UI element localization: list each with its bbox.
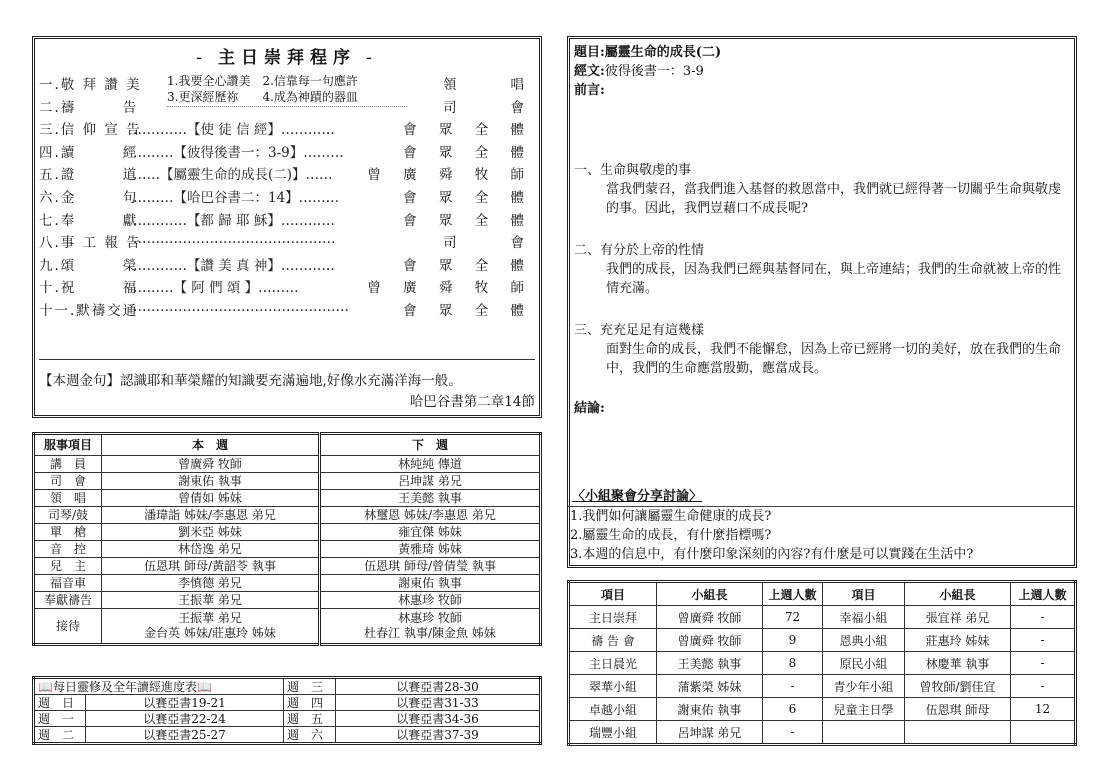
order-leader: 會 眾 全 體: [403, 190, 533, 206]
service-person: 林璽恩 姊妹/李惠恩 弟兄: [320, 507, 541, 524]
group-leader: 曾廣舜 牧師: [657, 629, 763, 652]
order-leader: 會 眾 全 體: [403, 144, 533, 161]
group-leader: 蒲紫榮 姊妹: [657, 675, 763, 698]
table-header: [34, 434, 541, 456]
group-name: [823, 721, 905, 745]
order-row: [39, 254, 533, 275]
group-name: 青少年小組: [823, 675, 905, 698]
group-leader: 謝東佑 執事: [657, 698, 763, 721]
order-row: [39, 186, 533, 207]
group-name: 主日晨光: [569, 652, 657, 675]
hymn-line: 1.我要全心讚美 2.信靠每一句應許: [167, 74, 358, 88]
small-group-table: [567, 580, 1077, 746]
order-item: 七.奉 獻: [39, 212, 139, 229]
service-person: 伍恩琪 師母/黃韶苓 執事: [102, 558, 320, 575]
group-leader: 曾牧師/劉佳宜: [905, 675, 1011, 698]
header-cell: 小組長: [905, 582, 1011, 606]
group-name: 幸福小組: [823, 606, 905, 629]
service-person: 林岱逸 弟兄: [102, 541, 320, 558]
group-name: 兒童主日學: [823, 698, 905, 721]
sermon-topic: 題目:屬靈生命的成長(二): [574, 45, 722, 60]
group-leader: 伍恩琪 師母: [905, 698, 1011, 721]
service-person: 黃雅琦 姊妹: [320, 541, 541, 558]
group-name: 恩典小組: [823, 629, 905, 652]
reading-cell: 以賽亞書37-39: [336, 727, 541, 744]
point-body: 面對生命的成長，我們不能懈怠，因為上帝已經將一切的美好，放在我們的生命中，我們的生命應當殷勤，應當成長。: [606, 342, 1062, 376]
service-person: 謝東佑 執事: [320, 575, 541, 592]
group-leader: 林慶華 執事: [905, 652, 1011, 675]
service-role: 司琴/鼓: [34, 507, 102, 524]
service-person: 伍恩琪 師母/曾倩瑩 執事: [320, 558, 541, 575]
attendance-count: 6: [763, 698, 823, 721]
table-row: [34, 695, 541, 711]
table-row: [569, 698, 1076, 721]
point-title: 二、有分於上帝的性情: [574, 243, 705, 258]
reading-cell: 以賽亞書25-27: [86, 727, 284, 744]
discussion-section: [572, 487, 1068, 564]
table-row: [569, 629, 1076, 652]
table-row: [34, 575, 541, 592]
table-row: [34, 609, 541, 645]
service-person: 雍宜傑 姊妹: [320, 524, 541, 541]
point-title: 一、生命與敬虔的事: [574, 163, 692, 178]
header-cell: 項目: [569, 582, 657, 606]
order-item: 十一.默禱交通: [39, 303, 139, 319]
order-row: [39, 299, 533, 320]
day-cell: 週 五: [284, 711, 336, 727]
discussion-question: 3.本週的信息中，有什麼印象深刻的內容?有什麼是可以實踐在生活中?: [570, 547, 974, 562]
day-cell: 週 四: [284, 695, 336, 711]
service-role: 音 控: [34, 541, 102, 558]
group-leader: [905, 721, 1011, 745]
service-role: 接待: [34, 609, 102, 645]
discussion-title: 〈小組聚會分享討論〉: [572, 489, 703, 504]
sermon-point: [574, 161, 1068, 218]
point-body: 當我們蒙召，當我們進入基督的救恩當中，我們就已經得著一切關乎生命與敬虔的事。因此，我們豈藉口不成長呢?: [606, 182, 1062, 216]
order-row: [39, 163, 533, 184]
attendance-count: 8: [763, 652, 823, 675]
order-leader: 領 唱: [443, 77, 533, 93]
person-line: 王振華 弟兄: [178, 611, 242, 625]
order-leader: 會 眾 全 體: [403, 122, 533, 139]
group-leader: 王美懿 執事: [657, 652, 763, 675]
reading-cell: 以賽亞書22-24: [86, 711, 284, 727]
group-leader: 呂坤謀 弟兄: [657, 721, 763, 745]
service-person: 潘瑋詣 姊妹/李惠恩 弟兄: [102, 507, 320, 524]
table-row: [34, 678, 541, 695]
sermon-point: [574, 241, 1068, 298]
weekly-verse: 【本週金句】認識耶和華榮耀的知識要充滿遍地,好像水充滿洋海一般。: [39, 359, 535, 389]
book-icon: 📖: [196, 679, 212, 694]
order-mid: …………【都 歸 耶 穌】…………: [133, 212, 335, 229]
reading-plan-title: 📖每日靈修及全年讀經進度表📖: [34, 678, 284, 695]
table-row: [34, 524, 541, 541]
hymn-list: [167, 73, 407, 107]
header-cell: 下 週: [320, 434, 541, 456]
group-name: 原民小組: [823, 652, 905, 675]
day-cell: 週 三: [284, 678, 336, 695]
service-person: [102, 609, 320, 645]
service-person: 王美懿 執事: [320, 490, 541, 507]
day-cell: 週 二: [34, 727, 86, 744]
attendance-count: -: [1011, 652, 1076, 675]
order-item: 九.頌 榮: [39, 257, 139, 274]
order-leader: 會 眾 全 體: [403, 303, 533, 319]
order-mid: ………………………………………: [133, 231, 336, 248]
service-role: 奉獻禱告: [34, 592, 102, 609]
order-mid: ………【哈巴谷書二：14】………: [133, 190, 340, 206]
reading-cell: 以賽亞書28-30: [336, 678, 541, 695]
scripture-label: 經文:: [574, 64, 605, 79]
reading-cell: 以賽亞書31-33: [336, 695, 541, 711]
person-line: 杜春江 執事/陳金魚 姊妹: [364, 626, 496, 640]
attendance-count: 9: [763, 629, 823, 652]
table-row: [569, 652, 1076, 675]
group-leader: 張宜祥 弟兄: [905, 606, 1011, 629]
table-row: [34, 727, 541, 744]
conclusion-label: 結論:: [574, 401, 605, 416]
service-person: 呂坤謀 弟兄: [320, 473, 541, 490]
scripture-text: 彼得後書一：3-9: [604, 64, 704, 79]
order-item: 一.敬 拜 讚 美: [39, 77, 142, 93]
order-row: [39, 141, 533, 162]
table-header: [569, 582, 1076, 606]
order-mid: …………【讚 美 真 神】…………: [133, 257, 335, 274]
order-item: 五.證 道: [39, 167, 139, 184]
person-line: 林惠珍 牧師: [398, 611, 462, 625]
discussion-question: 2.屬靈生命的成長，有什麼指標嗎?: [570, 528, 772, 543]
worship-order-title: - 主日崇拜程序 -: [196, 48, 378, 68]
person-line: 金台英 姊妹/莊惠玲 姊妹: [144, 626, 276, 640]
group-name: 瑞豐小組: [569, 721, 657, 745]
order-mid: ……【屬靈生命的成長(二)】……: [133, 167, 333, 184]
order-item: 四.讀 經: [39, 144, 139, 161]
attendance-count: 72: [763, 606, 823, 629]
table-row: [569, 675, 1076, 698]
header-cell: 上週人數: [1011, 582, 1076, 606]
book-icon: 📖: [38, 679, 53, 694]
service-person: 劉米亞 姊妹: [102, 524, 320, 541]
service-person: 謝東佑 執事: [102, 473, 320, 490]
attendance-count: 12: [1011, 698, 1076, 721]
group-name: 禱 告 會: [569, 629, 657, 652]
attendance-count: -: [763, 675, 823, 698]
table-row: [34, 490, 541, 507]
group-name: 翠華小組: [569, 675, 657, 698]
order-mid: …………【使 徒 信 經】…………: [133, 122, 335, 139]
table-row: [569, 606, 1076, 629]
table-row: [34, 473, 541, 490]
order-mid: …………………………………………: [133, 299, 349, 315]
group-name: 主日崇拜: [569, 606, 657, 629]
table-row: [34, 558, 541, 575]
hymn-line: 3.更深經歷祢 4.成為神蹟的器皿: [167, 90, 358, 104]
order-item: 六.金 句: [39, 190, 139, 206]
point-title: 三、充充足足有這幾樣: [574, 323, 705, 338]
header-cell: 上週人數: [763, 582, 823, 606]
table-row: [34, 541, 541, 558]
order-leader: 會 眾 全 體: [403, 257, 533, 274]
sermon-notes-panel: [567, 36, 1077, 568]
order-item: 八.事 工 報 告: [39, 235, 142, 252]
service-person: [320, 609, 541, 645]
attendance-count: -: [1011, 675, 1076, 698]
group-name: 卓越小組: [569, 698, 657, 721]
discussion-question: 1.我們如何讓屬靈生命健康的成長?: [570, 509, 772, 524]
order-item: 十.祝 福: [39, 280, 139, 297]
attendance-count: [1011, 721, 1076, 745]
service-table: [32, 432, 542, 646]
order-leader: 曾 廣 舜 牧 師: [367, 280, 533, 297]
reading-cell: 以賽亞書19-21: [86, 695, 284, 711]
verse-reference: 哈巴谷書第二章14節: [409, 394, 535, 410]
group-leader: 曾廣舜 牧師: [657, 606, 763, 629]
order-row: [39, 276, 533, 297]
service-role: 領 唱: [34, 490, 102, 507]
day-cell: 週 六: [284, 727, 336, 744]
table-row: [34, 592, 541, 609]
order-leader: 司 會: [443, 235, 533, 252]
service-person: 林惠珍 牧師: [320, 592, 541, 609]
service-person: 林純純 傳道: [320, 456, 541, 473]
order-mid: ………【 阿 們 頌 】………: [133, 280, 299, 297]
header-cell: 本 週: [102, 434, 320, 456]
service-person: 曾倩如 姊妹: [102, 490, 320, 507]
intro-label: 前言:: [574, 83, 605, 98]
title-text: 主日崇拜程序: [218, 48, 356, 68]
service-role: 兒 主: [34, 558, 102, 575]
service-person: 曾廣舜 牧師: [102, 456, 320, 473]
order-row: [39, 231, 533, 252]
order-item: 三.信 仰 宣 告: [39, 122, 142, 139]
attendance-count: -: [1011, 629, 1076, 652]
service-role: 福音車: [34, 575, 102, 592]
order-item: 二.禱 告: [39, 99, 139, 116]
order-row: [39, 118, 533, 139]
service-person: 李慎德 弟兄: [102, 575, 320, 592]
worship-order-panel: [32, 36, 542, 418]
header-cell: 項目: [823, 582, 905, 606]
order-leader: 司 會: [443, 99, 533, 116]
order-leader: 曾 廣 舜 牧 師: [367, 167, 533, 184]
service-role: 單 槍: [34, 524, 102, 541]
attendance-count: -: [763, 721, 823, 745]
day-cell: 週 日: [34, 695, 86, 711]
table-row: [569, 721, 1076, 745]
group-leader: 莊惠玲 姊妹: [905, 629, 1011, 652]
point-body: 我們的成長，因為我們已經與基督同在，與上帝連結；我們的生命就被上帝的性情充滿。: [606, 262, 1062, 296]
attendance-count: -: [1011, 606, 1076, 629]
header-cell: 小組長: [657, 582, 763, 606]
service-role: 司 會: [34, 473, 102, 490]
sermon-point: [574, 321, 1068, 378]
day-cell: 週 一: [34, 711, 86, 727]
reading-cell: 以賽亞書34-36: [336, 711, 541, 727]
header-cell: 服事項目: [34, 434, 102, 456]
order-row: [39, 209, 533, 230]
service-role: 講 員: [34, 456, 102, 473]
service-person: 王振華 弟兄: [102, 592, 320, 609]
table-row: [34, 507, 541, 524]
reading-plan-table: [32, 676, 542, 745]
order-mid: ………【彼得後書一：3-9】………: [133, 144, 344, 161]
table-row: [34, 711, 541, 727]
table-row: [34, 456, 541, 473]
order-leader: 會 眾 全 體: [403, 212, 533, 229]
